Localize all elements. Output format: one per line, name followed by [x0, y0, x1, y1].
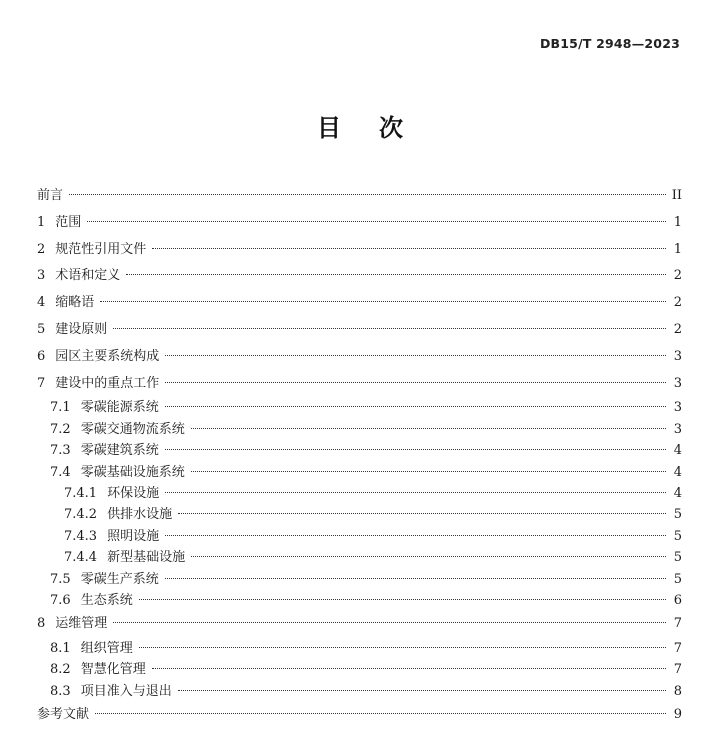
toc-entry-label: 前言 — [37, 188, 64, 203]
toc-entry-label: 规范性引用文件 — [55, 241, 147, 257]
toc-entry-page-number: 7 — [673, 641, 682, 657]
toc-entry-label: 范围 — [55, 214, 82, 230]
toc-entry-number: 7.6 — [50, 592, 71, 608]
toc-entry[interactable] — [37, 526, 682, 547]
toc-entry-number: 7.4 — [50, 464, 71, 480]
dot-leader — [165, 406, 666, 407]
toc-entry-number: 8.3 — [50, 683, 71, 699]
toc-entry-page-number: 2 — [673, 268, 682, 284]
toc-entry-page-number: 9 — [673, 707, 682, 723]
toc-entry-label: 照明设施 — [107, 528, 160, 544]
toc-entry-number: 6 — [37, 348, 46, 364]
toc-entry[interactable] — [37, 659, 682, 680]
dot-leader — [165, 382, 666, 383]
document-code: DB15/T 2948—2023 — [539, 36, 680, 51]
toc-entry-page-number: 6 — [673, 592, 682, 608]
toc-entry[interactable] — [37, 397, 682, 418]
toc-entry-page-number: II — [671, 188, 682, 203]
toc-entry-number: 7.4.4 — [64, 550, 98, 566]
dot-leader — [126, 274, 666, 275]
toc-entry[interactable] — [37, 483, 682, 504]
toc-entry[interactable] — [37, 547, 682, 568]
toc-entry-number: 7.4.2 — [64, 507, 98, 523]
toc-entry-number: 7.3 — [50, 443, 71, 459]
toc-entry[interactable] — [37, 344, 682, 371]
toc-entry-label: 智慧化管理 — [80, 662, 146, 678]
toc-entry-page-number: 7 — [673, 616, 682, 632]
toc-entry-label: 零碳建筑系统 — [80, 443, 159, 459]
toc-entry-label: 供排水设施 — [107, 507, 173, 523]
toc-entry[interactable] — [37, 317, 682, 344]
dot-leader — [95, 713, 666, 714]
dot-leader — [165, 535, 666, 536]
toc-entry-page-number: 5 — [673, 571, 682, 587]
dot-leader — [100, 301, 666, 302]
toc-entry-number: 7.4.3 — [64, 528, 98, 544]
toc-entry-label: 零碳能源系统 — [80, 400, 159, 416]
toc-entry-page-number: 2 — [673, 295, 682, 311]
toc-entry-page-number: 2 — [673, 321, 682, 337]
toc-entry-number: 5 — [37, 321, 46, 337]
toc-entry[interactable] — [37, 590, 682, 611]
toc-entry-page-number: 5 — [673, 550, 682, 566]
dot-leader — [113, 622, 666, 623]
dot-leader — [165, 492, 666, 493]
dot-leader — [69, 194, 666, 195]
toc-entry-label: 术语和定义 — [55, 268, 121, 284]
toc-entry-label: 运维管理 — [55, 616, 108, 632]
dot-leader — [165, 449, 666, 450]
dot-leader — [87, 221, 666, 222]
toc-entry-page-number: 3 — [673, 400, 682, 416]
toc-entry[interactable] — [37, 569, 682, 590]
toc-entry-page-number: 1 — [673, 241, 682, 257]
toc-entry[interactable] — [37, 681, 682, 702]
page-title: 目次 — [317, 113, 441, 142]
table-of-contents — [37, 183, 682, 729]
toc-entry-page-number: 3 — [673, 375, 682, 391]
toc-entry-page-number: 3 — [673, 348, 682, 364]
toc-entry[interactable] — [37, 210, 682, 237]
toc-entry-number: 3 — [37, 268, 46, 284]
toc-entry[interactable] — [37, 702, 682, 729]
toc-entry-page-number: 3 — [673, 421, 682, 437]
toc-entry-number: 7.5 — [50, 571, 71, 587]
dot-leader — [152, 668, 666, 669]
toc-entry-label: 新型基础设施 — [107, 550, 186, 566]
toc-entry-number: 2 — [37, 241, 46, 257]
toc-entry-label: 零碳基础设施系统 — [80, 464, 185, 480]
toc-entry[interactable] — [37, 611, 682, 638]
toc-entry-page-number: 8 — [673, 683, 682, 699]
toc-entry[interactable] — [37, 638, 682, 659]
toc-entry-label: 生态系统 — [80, 592, 133, 608]
toc-entry-label: 零碳交通物流系统 — [80, 421, 185, 437]
toc-entry-page-number: 5 — [673, 528, 682, 544]
toc-entry-number: 1 — [37, 214, 46, 230]
toc-entry-number: 4 — [37, 295, 46, 311]
toc-entry-label: 参考文献 — [37, 707, 90, 723]
dot-leader — [178, 690, 666, 691]
toc-entry-page-number: 4 — [673, 443, 682, 459]
toc-entry-label: 零碳生产系统 — [80, 571, 159, 587]
toc-entry-number: 7.2 — [50, 421, 71, 437]
toc-entry-page-number: 5 — [673, 507, 682, 523]
toc-entry[interactable] — [37, 237, 682, 264]
toc-entry-page-number: 4 — [673, 485, 682, 501]
toc-entry[interactable] — [37, 462, 682, 483]
toc-entry-label: 园区主要系统构成 — [55, 348, 160, 364]
dot-leader — [139, 599, 666, 600]
dot-leader — [191, 556, 666, 557]
toc-entry-number: 8.2 — [50, 662, 71, 678]
toc-entry-number: 7.1 — [50, 400, 71, 416]
toc-entry-label: 建设中的重点工作 — [55, 375, 160, 391]
toc-entry-label: 环保设施 — [107, 485, 160, 501]
toc-entry-label: 缩略语 — [55, 295, 95, 311]
toc-entry[interactable] — [37, 504, 682, 525]
toc-entry-page-number: 1 — [673, 214, 682, 230]
toc-entry[interactable] — [37, 183, 682, 210]
toc-entry-number: 8 — [37, 616, 46, 632]
dot-leader — [139, 647, 666, 648]
toc-entry[interactable] — [37, 263, 682, 290]
toc-entry[interactable] — [37, 419, 682, 440]
toc-entry-page-number: 4 — [673, 464, 682, 480]
dot-leader — [191, 428, 666, 429]
dot-leader — [178, 513, 666, 514]
toc-entry-number: 7 — [37, 375, 46, 391]
toc-entry-number: 8.1 — [50, 641, 71, 657]
dot-leader — [191, 471, 666, 472]
toc-entry-label: 组织管理 — [80, 641, 133, 657]
toc-entry[interactable] — [37, 440, 682, 461]
dot-leader — [165, 578, 666, 579]
toc-entry-number: 7.4.1 — [64, 485, 98, 501]
toc-entry-page-number: 7 — [673, 662, 682, 678]
dot-leader — [152, 248, 666, 249]
toc-entry[interactable] — [37, 290, 682, 317]
toc-entry[interactable] — [37, 371, 682, 398]
dot-leader — [113, 328, 666, 329]
dot-leader — [165, 355, 666, 356]
toc-entry-label: 项目准入与退出 — [80, 683, 172, 699]
toc-entry-label: 建设原则 — [55, 321, 108, 337]
